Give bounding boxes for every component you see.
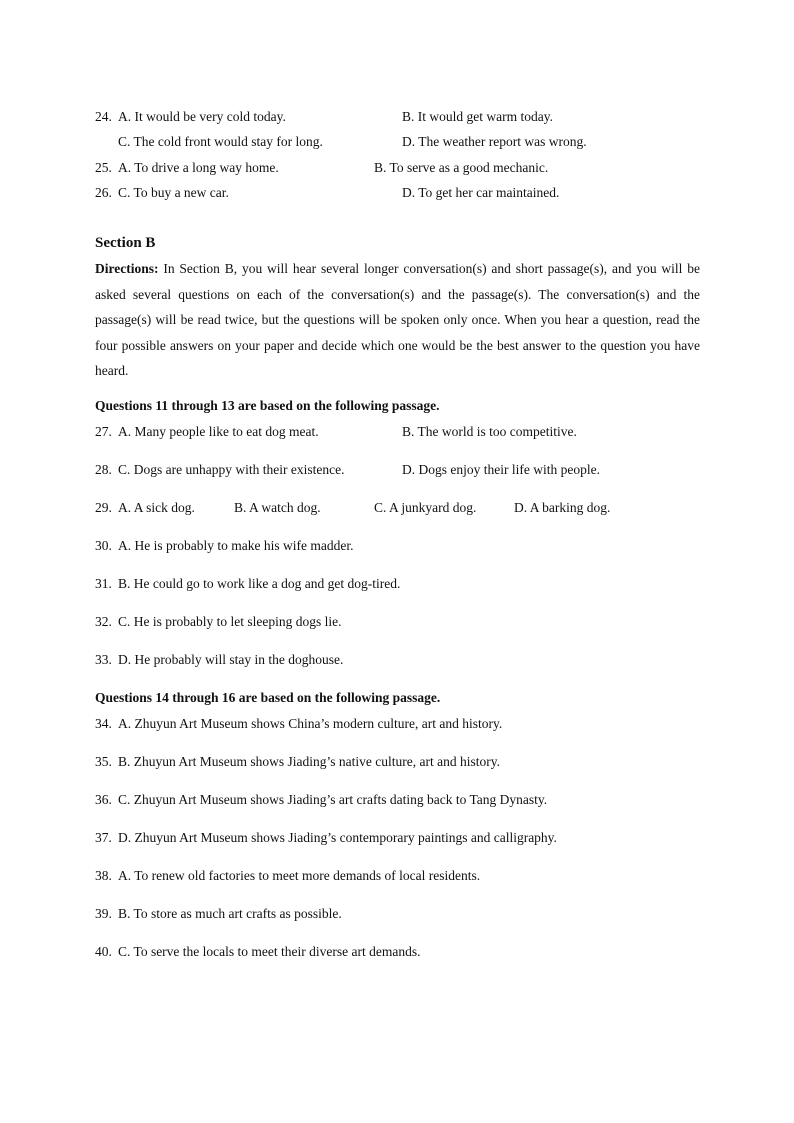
option-a: A. Many people like to eat dog meat. (118, 424, 319, 439)
option-c: C. The cold front would stay for long. (118, 134, 323, 149)
section-title: Section B (95, 235, 156, 251)
question-number: 27. (95, 424, 112, 439)
option-text: D. He probably will stay in the doghouse. (118, 652, 344, 667)
option-text: B. Zhuyun Art Museum shows Jiading’s native culture, art and history. (118, 754, 500, 769)
question-number: 25. (95, 160, 112, 175)
option-c: C. To buy a new car. (118, 185, 229, 200)
option-c: C. Dogs are unhappy with their existence. (118, 462, 345, 477)
question-number: 26. (95, 185, 112, 200)
question-number: 39. (95, 906, 112, 921)
directions-paragraph (95, 256, 700, 384)
option-text: C. Zhuyun Art Museum shows Jiading’s art crafts dating back to Tang Dynasty. (118, 792, 548, 807)
option-a: A. To drive a long way home. (118, 160, 279, 175)
question-number: 28. (95, 462, 112, 477)
option-text: D. Zhuyun Art Museum shows Jiading’s contemporary paintings and calligraphy. (118, 830, 557, 845)
directions-text: In Section B, you will hear several longer conversation(s) and short passage(s), and you will be asked several questions on each of the conversation(s) and the passage(s). The conversation(s) and the passage(s) will be read twice, but the questions will be spoken only once. When you hear a question, read the four possible answers on your paper and decide which one would be the best answer to the question you have heard. (95, 261, 700, 378)
option-text: A. To renew old factories to meet more demands of local residents. (118, 868, 481, 883)
question-number: 33. (95, 652, 112, 667)
question-number: 32. (95, 614, 112, 629)
option-d: D. The weather report was wrong. (402, 134, 587, 149)
option-a: A. It would be very cold today. (118, 109, 286, 124)
option-a: A. A sick dog. (118, 500, 195, 515)
option-c: C. A junkyard dog. (374, 500, 477, 515)
directions-label: Directions: (95, 261, 159, 276)
option-text: B. He could go to work like a dog and get dog-tired. (118, 576, 401, 591)
option-text: C. To serve the locals to meet their diverse art demands. (118, 944, 421, 959)
option-b: B. To serve as a good mechanic. (374, 160, 549, 175)
option-d: D. A barking dog. (514, 500, 611, 515)
option-text: C. He is probably to let sleeping dogs lie. (118, 614, 342, 629)
option-d: D. To get her car maintained. (402, 185, 560, 200)
option-d: D. Dogs enjoy their life with people. (402, 462, 600, 477)
group-heading: Questions 14 through 16 are based on the following passage. (95, 690, 441, 705)
question-number: 40. (95, 944, 112, 959)
question-number: 31. (95, 576, 112, 591)
question-number: 35. (95, 754, 112, 769)
question-number: 37. (95, 830, 112, 845)
option-text: A. Zhuyun Art Museum shows China’s modern culture, art and history. (118, 716, 503, 731)
question-number: 38. (95, 868, 112, 883)
question-number: 30. (95, 538, 112, 553)
option-b: B. A watch dog. (234, 500, 321, 515)
option-b: B. It would get warm today. (402, 109, 553, 124)
question-number: 34. (95, 716, 112, 731)
question-number: 29. (95, 500, 112, 515)
question-number: 36. (95, 792, 112, 807)
question-number: 24. (95, 109, 112, 124)
option-b: B. The world is too competitive. (402, 424, 577, 439)
option-text: B. To store as much art crafts as possible. (118, 906, 342, 921)
option-text: A. He is probably to make his wife madder. (118, 538, 354, 553)
group-heading: Questions 11 through 13 are based on the following passage. (95, 398, 440, 413)
